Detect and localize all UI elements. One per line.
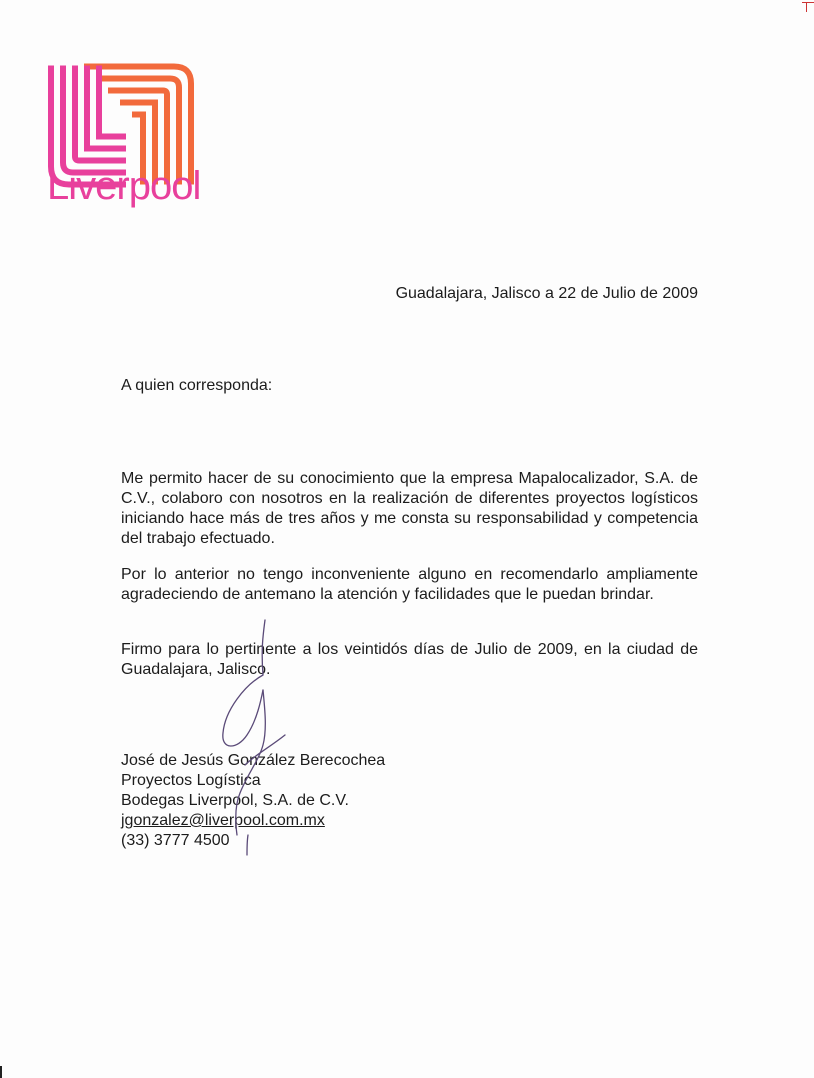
brand-wordmark: Liverpool <box>47 164 201 208</box>
signer-phone: (33) 3777 4500 <box>121 832 230 849</box>
signer-department: Proyectos Logística <box>121 772 261 789</box>
body-paragraph: Me permito hacer de su conocimiento que la empresa Mapalocalizador, S.A. de C.V., colaboro con nosotros en la realización de diferentes proyectos logísticos iniciando hace más de tres años y me consta su responsabilidad y competencia del trabajo efectuado. <box>121 470 698 547</box>
letter-date: Guadalajara, Jalisco a 22 de Julio de 2009 <box>395 285 698 302</box>
signature-block <box>121 751 385 851</box>
signer-email[interactable]: jgonzalez@liverpool.com.mx <box>121 812 325 829</box>
body-paragraph: Por lo anterior no tengo inconveniente alguno en recomendarlo ampliamente agradeciendo de antemano la atención y facilidades que le puedan brindar. <box>121 566 698 603</box>
salutation: A quien corresponda: <box>121 377 273 394</box>
signer-name: José de Jesús González Berecochea <box>121 752 386 769</box>
edge-mark <box>806 2 807 12</box>
edge-mark <box>0 1066 2 1078</box>
signer-company: Bodegas Liverpool, S.A. de C.V. <box>121 792 349 809</box>
body-paragraph: Firmo para lo pertinente a los veintidós días de Julio de 2009, en la ciudad de Guadalajara, Jalisco. <box>121 641 698 678</box>
edge-mark <box>802 2 814 3</box>
